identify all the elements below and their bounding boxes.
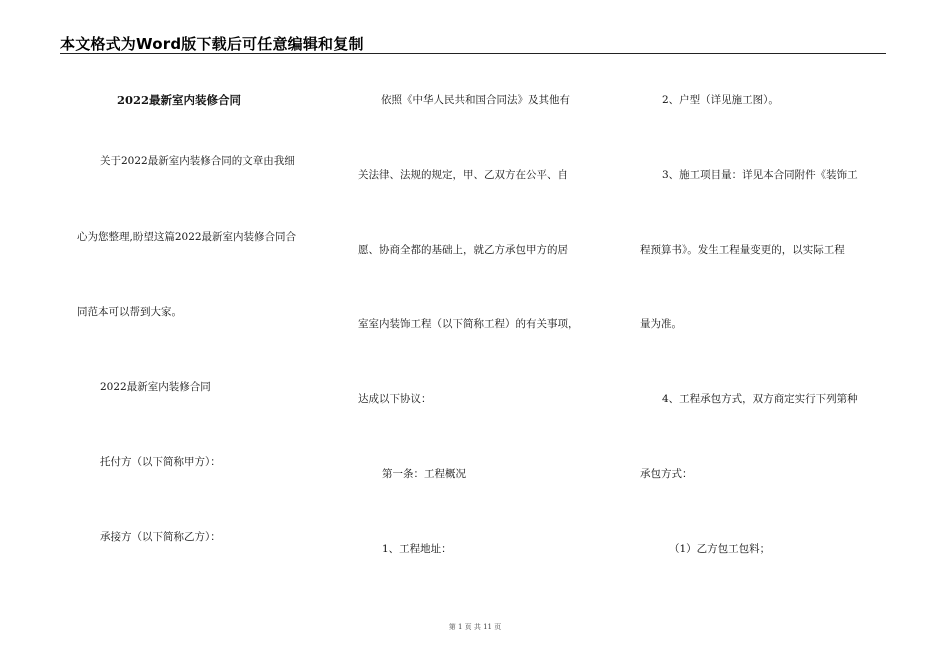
section-heading: 2022最新室内装修合同 — [100, 381, 211, 393]
section-heading: 第一条：工程概况 — [382, 468, 466, 480]
text-line: 托付方（以下简称甲方）： — [100, 456, 221, 468]
text-line: （1）乙方包工包料； — [669, 543, 771, 555]
page-number-footer: 第 1 页 共 11 页 — [448, 623, 502, 631]
contract-title: 2022最新室内装修合同 — [117, 93, 242, 107]
text-line: 2、户型（详见施工图）。 — [662, 94, 779, 106]
text-line: 4、工程承包方式，双方商定实行下列第种 — [662, 393, 858, 405]
text-line: 同范本可以帮到大家。 — [77, 306, 182, 318]
text-line: 关法律、法规的规定，甲、乙双方在公平、自 — [358, 169, 568, 181]
text-line: 室室内装饰工程（以下简称工程）的有关事项， — [358, 318, 579, 330]
document-header-banner: 本文格式为Word版下载后可任意编辑和复制 — [60, 35, 364, 53]
text-line: 承接方（以下简称乙方）： — [100, 531, 221, 543]
text-line: 量为准。 — [640, 318, 682, 330]
text-line: 程预算书》。发生工程量变更的，以实际工程 — [640, 244, 845, 256]
header-divider — [60, 53, 886, 54]
text-line: 承包方式： — [640, 468, 693, 480]
text-line: 达成以下协议： — [358, 393, 432, 405]
text-line: 1、工程地址： — [382, 543, 452, 555]
text-line: 愿、协商全都的基础上，就乙方承包甲方的居 — [358, 244, 568, 256]
text-line: 心为您整理,盼望这篇2022最新室内装修合同合 — [77, 231, 297, 243]
text-line: 3、施工项目量：详见本合同附件《装饰工 — [662, 169, 858, 181]
text-line: 依照《中华人民共和国合同法》及其他有 — [381, 94, 570, 106]
text-line: 关于2022最新室内装修合同的文章由我细 — [100, 155, 295, 167]
